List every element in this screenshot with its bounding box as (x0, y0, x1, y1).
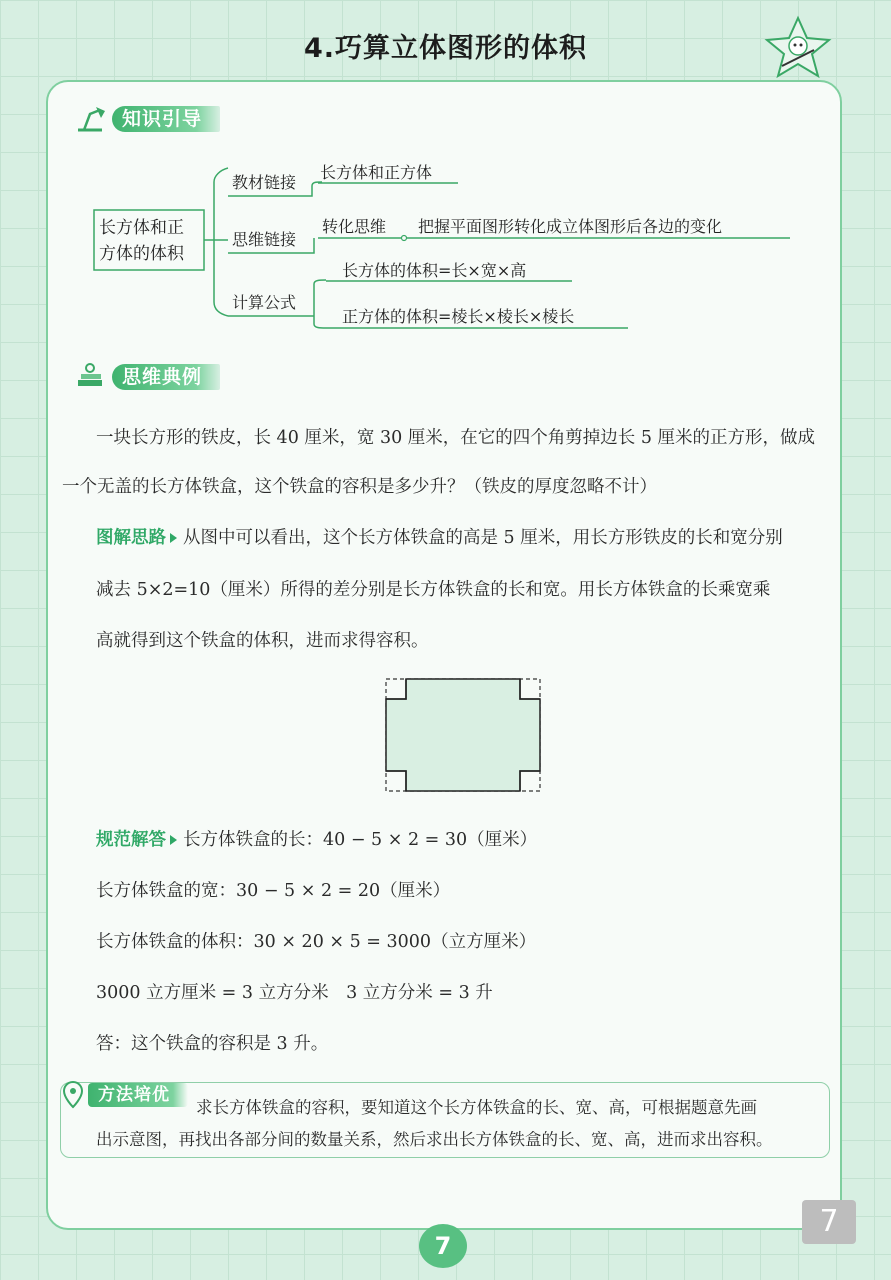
section-knowledge-label: 知识引导 (112, 106, 220, 132)
books-icon (74, 362, 108, 392)
mindmap-branch-formula: 计算公式 (232, 293, 297, 312)
mindmap-root-line1: 长方体和正 (99, 218, 184, 238)
analysis-label: 图解思路 (96, 528, 166, 548)
method-line-1: 求长方体铁盒的容积，要知道这个长方体铁盒的长、宽、高，可根据题意先画 (196, 1098, 757, 1117)
analysis-text-1: 从图中可以看出，这个长方体铁盒的高是 5 厘米，用长方形铁皮的长和宽分别 (183, 528, 783, 548)
analysis-line-2: 减去 5×2=10（厘米）所得的差分别是长方体铁盒的长和宽。用长方体铁盒的长乘宽乘 (96, 580, 771, 600)
problem-line-2: 一个无盖的长方体铁盒，这个铁盒的容积是多少升？（铁皮的厚度忽略不计） (62, 477, 657, 497)
answer-line-5: 答：这个铁盒的容积是 3 升。 (96, 1034, 329, 1054)
method-text (96, 1092, 826, 1156)
star-mascot-icon (762, 14, 834, 84)
mindmap-formula-cube: 正方体的体积=棱长×棱长×棱长 (342, 307, 575, 326)
section-example-tag (74, 362, 220, 392)
answer-label: 规范解答 (96, 830, 166, 850)
answer-line-4: 3000 立方厘米 = 3 立方分米 3 立方分米 = 3 升 (96, 983, 493, 1003)
content-card (46, 80, 842, 1230)
answer-text-1: 长方体铁盒的长：40 − 5 × 2 = 30（厘米） (183, 830, 538, 850)
section-knowledge-tag (74, 104, 220, 134)
desk-lamp-icon (74, 104, 108, 134)
iron-sheet-diagram (384, 677, 542, 793)
location-pin-icon (62, 1080, 84, 1110)
mindmap-branch-thinking: 思维链接 (232, 230, 297, 249)
mindmap-formula-cuboid: 长方体的体积=长×宽×高 (342, 261, 527, 280)
mindmap-leaf-textbook: 长方体和正方体 (320, 163, 433, 182)
section-example-label: 思维典例 (112, 364, 220, 390)
analysis-line-3: 高就得到这个铁盒的体积，进而求得容积。 (96, 631, 429, 651)
page-title: 4.巧算立体图形的体积 (303, 33, 588, 64)
answer-line-3: 长方体铁盒的体积：30 × 20 × 5 = 3000（立方厘米） (96, 932, 537, 952)
analysis-line-1 (96, 524, 836, 549)
mindmap-root-line2: 方体的体积 (99, 244, 184, 264)
triangle-arrow-icon (170, 533, 177, 543)
section-method-label: 方法培优 (88, 1083, 188, 1107)
triangle-arrow-icon (170, 835, 177, 845)
method-line-2: 出示意图，再找出各部分间的数量关系，然后求出长方体铁盒的长、宽、高，进而求出容积。 (96, 1130, 773, 1149)
mindmap-thinking-detail: 把握平面图形转化成立体图形后各边的变化 (418, 217, 723, 236)
answer-line-2: 长方体铁盒的宽：30 − 5 × 2 = 20（厘米） (96, 881, 451, 901)
mindmap-leaf-thinking: 转化思维 (322, 217, 387, 236)
answer-line-1 (96, 826, 836, 851)
mindmap-branch-textbook: 教材链接 (232, 173, 297, 192)
problem-line-1: 一块长方形的铁皮，长 40 厘米，宽 30 厘米，在它的四个角剪掉边长 5 厘米的正方形，做成 (96, 428, 816, 448)
page-number-badge: 7 (419, 1224, 467, 1268)
corner-page-number: 7 (802, 1200, 856, 1244)
